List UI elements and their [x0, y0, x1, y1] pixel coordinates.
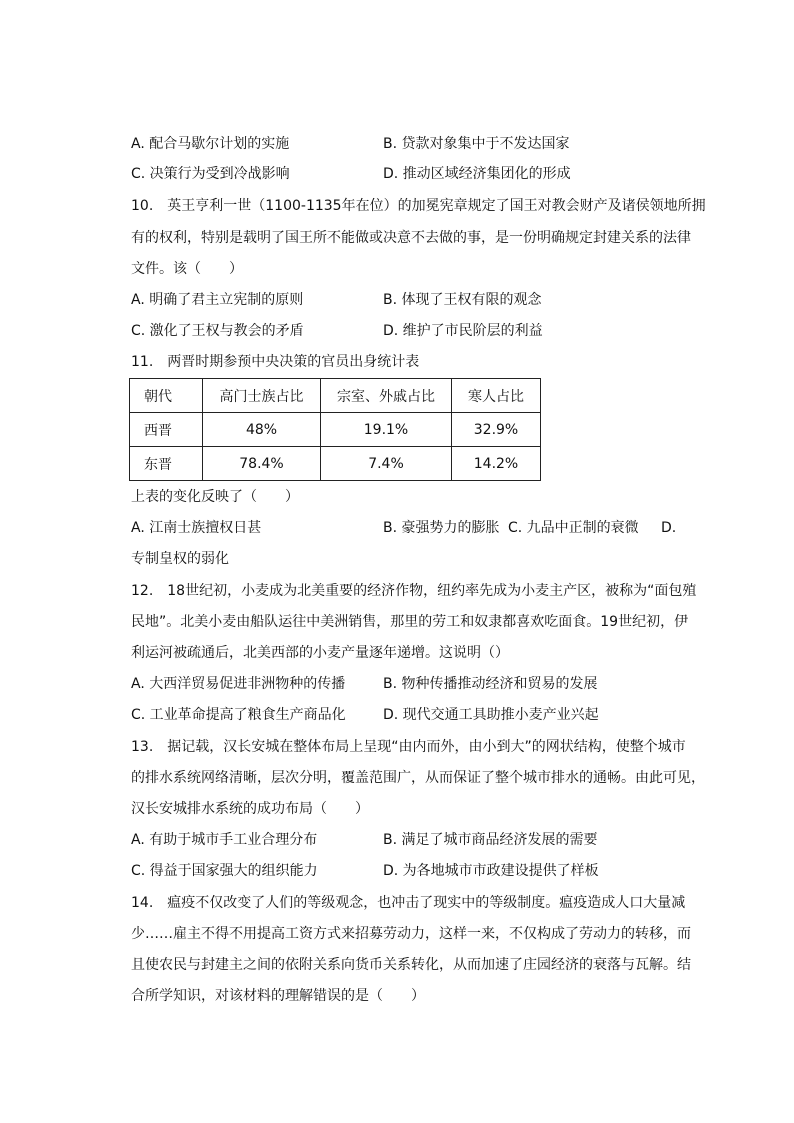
table-row — [130, 413, 541, 447]
q10-option-b: B. 体现了王权有限的观念 — [383, 292, 542, 308]
q14-stem-line: 少……雇主不得不用提高工资方式来招募劳动力，这样一来，不仅构成了劳动力的转移，而 — [131, 926, 691, 942]
q13-option-c: C. 得益于国家强大的组织能力 — [131, 863, 318, 879]
q9-option-b: B. 贷款对象集中于不发达国家 — [383, 136, 570, 152]
q12-option-b: B. 物种传播推动经济和贸易的发展 — [383, 676, 598, 692]
q10-stem-line: 有的权利，特别是载明了国王所不能做或决意不去做的事，是一份明确规定封建关系的法律 — [131, 230, 691, 246]
q11-option-d-text: 专制皇权的弱化 — [131, 551, 229, 567]
table-cell: 7.4% — [321, 447, 452, 481]
q14-stem-line: 14. 瘟疫不仅改变了人们的等级观念，也冲击了现实中的等级制度。瘟疫造成人口大量减 — [131, 895, 686, 911]
q9-option-a: A. 配合马歇尔计划的实施 — [131, 136, 290, 152]
table-header-row — [130, 379, 541, 413]
q10-option-d: D. 维护了市民阶层的利益 — [383, 323, 543, 339]
table-cell: 48% — [203, 413, 321, 447]
q12-option-d: D. 现代交通工具助推小麦产业兴起 — [383, 707, 599, 723]
q13-stem-line: 的排水系统网络清晰，层次分明，覆盖范围广，从而保证了整个城市排水的通畅。由此可见， — [131, 770, 705, 786]
q11-option-c: C. 九品中正制的衰微 — [508, 520, 639, 536]
table-header-cell: 朝代 — [130, 379, 203, 413]
q11-title: 11. 两晋时期参预中央决策的官员出身统计表 — [131, 354, 420, 370]
q13-option-d: D. 为各地城市市政建设提供了样板 — [383, 863, 599, 879]
q11-option-b: B. 豪强势力的膨胀 — [383, 520, 500, 536]
q9-option-d: D. 推动区域经济集团化的形成 — [383, 166, 571, 182]
table-row — [130, 447, 541, 481]
q14-stem-line: 合所学知识，对该材料的理解错误的是（ ） — [131, 988, 425, 1004]
q12-stem-line: 民地”。北美小麦由船队运往中美洲销售，那里的劳工和奴隶都喜欢吃面食。19世纪初，伊 — [131, 614, 689, 630]
q12-stem-line: 12. 18世纪初，小麦成为北美重要的经济作物，纽约率先成为小麦主产区，被称为“面包殖 — [131, 583, 697, 599]
q10-option-c: C. 激化了王权与教会的矛盾 — [131, 323, 304, 339]
stats-table — [129, 378, 541, 481]
q10-option-a: A. 明确了君主立宪制的原则 — [131, 292, 304, 308]
table-cell: 14.2% — [452, 447, 541, 481]
q9-option-c: C. 决策行为受到冷战影响 — [131, 166, 290, 182]
table-header-cell: 高门士族占比 — [203, 379, 321, 413]
q11-stem: 上表的变化反映了（ ） — [131, 489, 299, 505]
q13-stem-line: 汉长安城排水系统的成功布局（ ） — [131, 801, 369, 817]
table-cell: 78.4% — [203, 447, 321, 481]
q13-option-b: B. 满足了城市商品经济发展的需要 — [383, 832, 598, 848]
q10-stem-line: 文件。该（ ） — [131, 261, 243, 277]
table-cell: 西晋 — [130, 413, 203, 447]
q12-option-a: A. 大西洋贸易促进非洲物种的传播 — [131, 676, 346, 692]
q12-stem-line: 利运河被疏通后，北美西部的小麦产量逐年递增。这说明（） — [131, 645, 509, 661]
q12-option-c: C. 工业革命提高了粮食生产商品化 — [131, 707, 346, 723]
q14-stem-line: 且使农民与封建主之间的依附关系向货币关系转化，从而加速了庄园经济的衰落与瓦解。结 — [131, 957, 691, 973]
q10-stem-line: 10. 英王亨利一世（1100-1135年在位）的加冕宪章规定了国王对教会财产及诸侯领地所拥 — [131, 198, 706, 214]
table-header-cell: 宗室、外戚占比 — [321, 379, 452, 413]
table-cell: 19.1% — [321, 413, 452, 447]
q13-stem-line: 13. 据记载，汉长安城在整体布局上呈现“由内而外，由小到大”的网状结构，使整个城市 — [131, 739, 686, 755]
q11-option-d: D. — [661, 520, 677, 536]
table-cell: 32.9% — [452, 413, 541, 447]
table-cell: 东晋 — [130, 447, 203, 481]
table-header-cell: 寒人占比 — [452, 379, 541, 413]
q13-option-a: A. 有助于城市手工业合理分布 — [131, 832, 318, 848]
q11-option-a: A. 江南士族擅权日甚 — [131, 520, 262, 536]
